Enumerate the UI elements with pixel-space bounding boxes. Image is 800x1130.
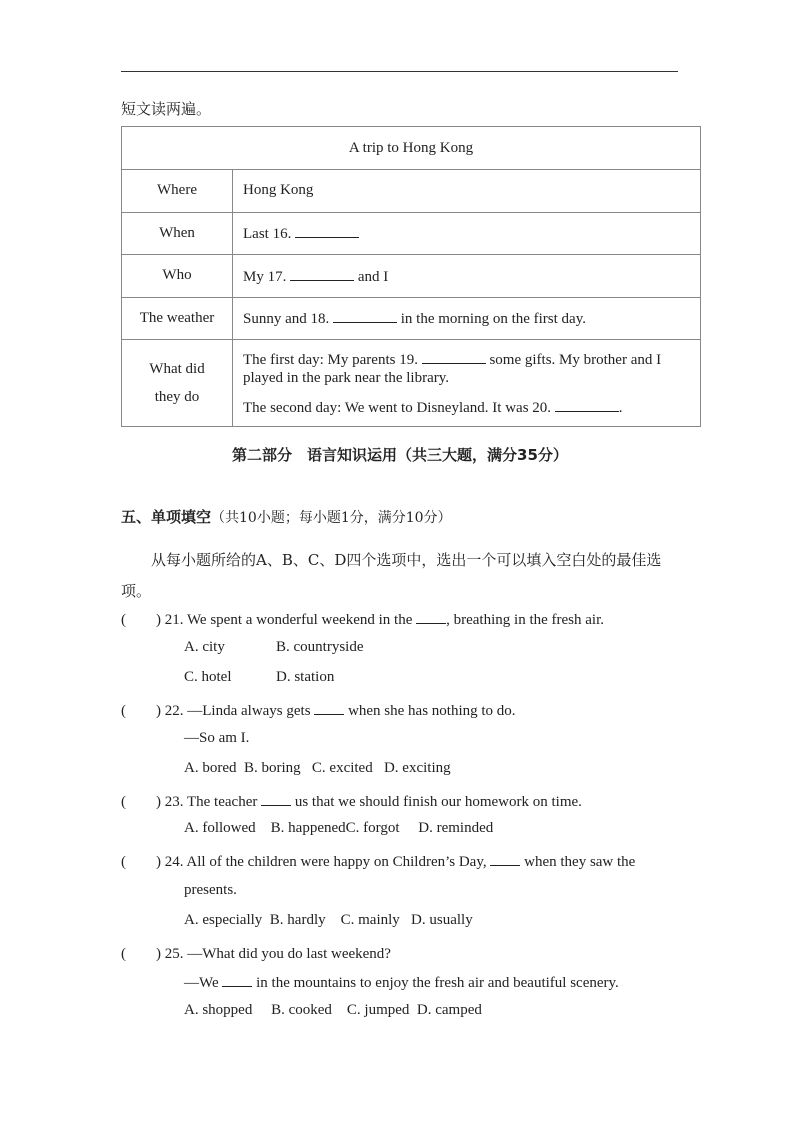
row-label: Where [122,170,233,213]
row-label: Who [122,255,233,298]
question-blank[interactable] [222,972,252,987]
answer-paren: ( ) [121,612,161,628]
table-row [122,170,701,213]
question-23 [121,790,582,811]
question-stem: when they saw the [524,854,636,870]
row-label [122,340,233,427]
section-instruction: 从每小题所给的A、B、C、D四个选项中，选出一个可以填入空白处的最佳选项。 [121,551,662,600]
answer-paren: ( ) [121,854,161,870]
table-row [122,340,701,427]
option-c[interactable]: C. hotel [184,669,232,685]
question-stem: in the mountains to enjoy the fresh air and beautiful scenery. [256,975,619,991]
answer-blank-17[interactable] [290,266,354,281]
table-row [122,212,701,255]
row-text: The first day: My parents 19. [243,352,418,368]
row-label: When [122,212,233,255]
question-stem: 23. The teacher [164,794,258,810]
question-blank[interactable] [416,609,446,624]
answer-blank-19[interactable] [422,349,486,364]
question-stem: 22. —Linda always gets [164,703,311,719]
part-two-heading: 第二部分 语言知识运用（共三大题，满分35分） [232,446,568,464]
question-continuation: presents. [184,882,237,898]
trip-table [121,126,701,427]
answer-blank-16[interactable] [295,223,359,238]
option-d[interactable]: D. station [276,669,335,685]
options-line[interactable]: A. shopped B. cooked C. jumped D. camped [184,1002,482,1018]
question-21 [121,608,604,629]
answer-paren: ( ) [121,946,161,962]
row-text: Last 16. [243,226,292,243]
answer-paren: ( ) [121,794,161,810]
row-text: Sunny and 18. [243,311,330,328]
question-22 [121,699,516,720]
question-stem: —We [184,975,219,991]
row-value [233,255,701,298]
row-value: Hong Kong [233,170,701,213]
section-five-heading [121,506,452,527]
row-text: in the morning on the first day. [400,311,586,328]
question-stem: , breathing in the fresh air. [446,612,604,628]
top-rule [121,71,678,72]
question-stem: when she has nothing to do. [348,703,516,719]
section-title: 五、单项填空 [121,508,212,526]
question-stem: 25. —What did you do last weekend? [164,946,391,962]
row-text: My 17. [243,268,287,285]
table-title-row [122,127,701,170]
row-text: The second day: We went to Disneyland. It was 20. [243,400,552,416]
row-value [233,340,701,427]
options-line[interactable]: A. especially B. hardly C. mainly D. usually [184,912,473,928]
table-row [122,255,701,298]
option-b[interactable]: B. countryside [276,639,364,655]
question-stem: 21. We spent a wonderful weekend in the [164,612,413,628]
question-25 [121,942,391,963]
row-text: . [618,400,623,416]
option-a[interactable]: A. city [184,639,225,655]
question-blank[interactable] [314,700,344,715]
question-blank[interactable] [261,791,291,806]
answer-blank-18[interactable] [333,308,397,323]
question-stem: us that we should finish our homework on time. [294,794,582,810]
section-note: （共10小题；每小题1分，满分10分） [211,510,452,526]
answer-paren: ( ) [121,703,161,719]
table-title: A trip to Hong Kong [122,127,701,170]
row-value [233,212,701,255]
question-24 [121,850,635,871]
listening-instruction: 短文读两遍。 [121,102,212,118]
question-dialog-line [184,972,619,992]
options-line[interactable]: A. followed B. happenedC. forgot D. reminded [184,820,494,836]
table-row [122,297,701,340]
question-stem: 24. All of the children were happy on Children’s Day, [164,854,487,870]
row-value [233,297,701,340]
answer-blank-20[interactable] [555,397,619,412]
question-blank[interactable] [490,851,520,866]
row-label: The weather [122,297,233,340]
question-dialog-line: —So am I. [184,730,250,746]
options-line[interactable]: A. bored B. boring C. excited D. exciting [184,760,451,776]
row-text: some gifts. My brother and I played in the park near the library. [243,352,662,386]
row-text: and I [357,268,389,285]
row-label-line: they do [154,389,200,405]
row-label-line: What did [149,361,205,377]
